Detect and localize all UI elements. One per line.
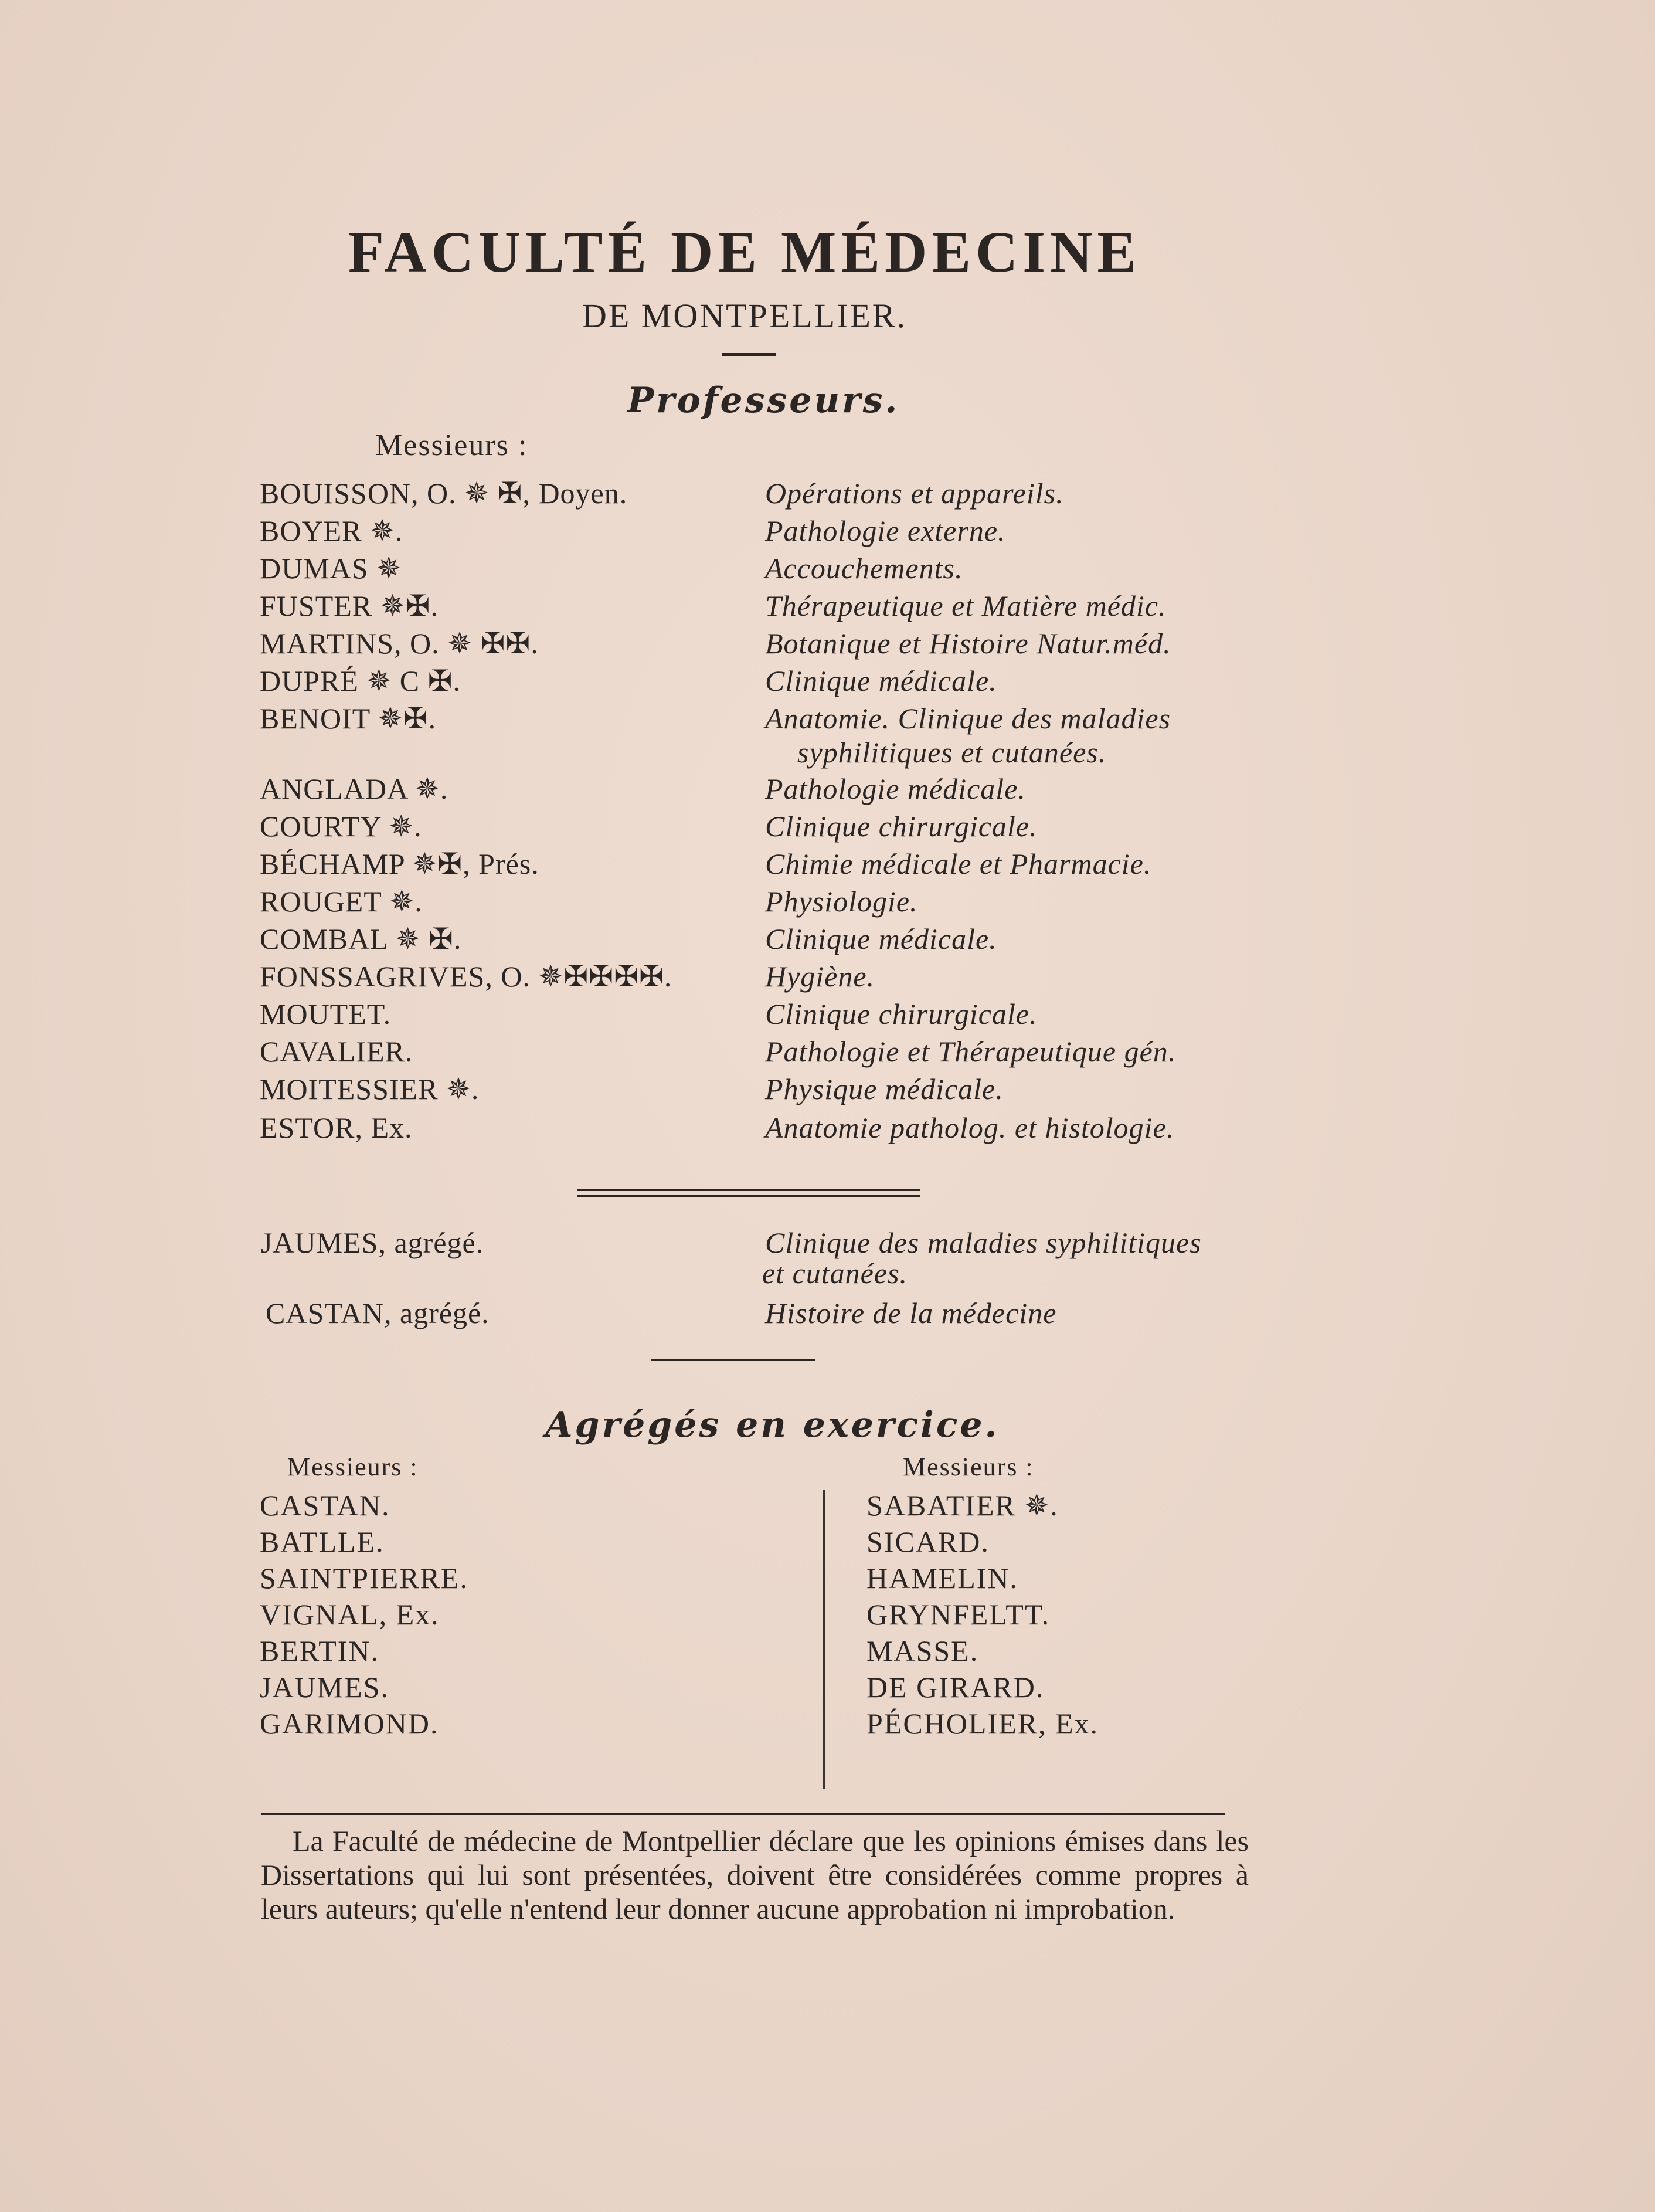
professeur-name: CAVALIER.	[260, 1035, 413, 1068]
professeur-name: COMBAL ✵ ✠.	[260, 922, 462, 955]
professeur-name: BOYER ✵.	[260, 514, 403, 547]
professeur-name: ESTOR, Ex.	[260, 1111, 413, 1144]
professeur-name: FONSSAGRIVES, O. ✵✠✠✠✠.	[260, 960, 672, 993]
professeur-name: FUSTER ✵✠.	[260, 589, 439, 622]
agreges-heading: Agrégés en exercice.	[545, 1404, 1000, 1446]
professeur-name: BÉCHAMP ✵✠, Prés.	[260, 847, 539, 880]
professeur-name: BENOIT ✵✠.	[260, 702, 437, 735]
double-rule-top	[577, 1189, 920, 1191]
professeur-subject: Accouchements.	[765, 552, 963, 585]
professeur-subject: Pathologie externe.	[765, 514, 1006, 547]
charge-name: JAUMES, agrégé.	[261, 1226, 484, 1259]
professeur-subject: Clinique médicale.	[765, 922, 997, 955]
professeur-subject: Chimie médicale et Pharmacie.	[765, 847, 1152, 880]
professeur-subject: Botanique et Histoire Natur.méd.	[765, 627, 1171, 660]
professeurs-heading: Professeurs.	[627, 380, 900, 421]
professeur-subject-cont: syphilitiques et cutanées.	[797, 736, 1107, 769]
agrege-left-item: VIGNAL, Ex.	[260, 1598, 440, 1631]
agreges-right-label: Messieurs :	[903, 1453, 1034, 1481]
charge-name: CASTAN, agrégé.	[266, 1297, 490, 1329]
agrege-left-item: JAUMES.	[260, 1671, 389, 1704]
agrege-right-item: GRYNFELTT.	[866, 1598, 1051, 1631]
agrege-left-item: BATLLE.	[260, 1525, 385, 1558]
professeur-name: ROUGET ✵.	[260, 885, 423, 918]
charge-subject-cont: et cutanées.	[762, 1257, 908, 1290]
professeur-name: ANGLADA ✵.	[260, 772, 448, 805]
agrege-left-item: CASTAN.	[260, 1489, 390, 1522]
professeur-name: DUPRÉ ✵ C ✠.	[260, 664, 461, 697]
professeur-name: BOUISSON, O. ✵ ✠, Doyen.	[260, 477, 628, 510]
column-separator	[823, 1490, 825, 1789]
agrege-left-item: GARIMOND.	[260, 1707, 439, 1740]
professeur-subject: Pathologie médicale.	[765, 772, 1026, 805]
professeur-subject: Clinique chirurgicale.	[765, 810, 1038, 843]
footer-declaration	[261, 1824, 1249, 1926]
professeur-subject: Clinique chirurgicale.	[765, 998, 1038, 1030]
page-subtitle: DE MONTPELLIER.	[582, 297, 908, 335]
agrege-left-item: BERTIN.	[260, 1634, 380, 1667]
charge-subject: Histoire de la médecine	[765, 1297, 1057, 1329]
page-title: FACULTÉ DE MÉDECINE	[348, 219, 1141, 284]
professeur-subject: Anatomie patholog. et histologie.	[765, 1111, 1175, 1144]
agrege-right-item: SICARD.	[866, 1525, 990, 1558]
professeur-subject: Physique médicale.	[765, 1073, 1004, 1105]
professeur-subject: Pathologie et Thérapeutique gén.	[765, 1035, 1177, 1068]
professeur-subject: Hygiène.	[765, 960, 875, 993]
agreges-left-label: Messieurs :	[287, 1453, 419, 1481]
professeur-name: MARTINS, O. ✵ ✠✠.	[260, 627, 539, 660]
professeur-subject: Clinique médicale.	[765, 664, 997, 697]
professeur-name: MOUTET.	[260, 998, 392, 1030]
professeurs-messieurs-label: Messieurs :	[375, 429, 528, 462]
professeur-name: COURTY ✵.	[260, 810, 422, 843]
professeur-name: MOITESSIER ✵.	[260, 1073, 480, 1105]
footer-text: La Faculté de médecine de Montpellier déclare que les opinions émises dans les Dissertations qui lui sont présentées, doivent être considérées comme propres à leurs auteurs; qu'elle n'entend leur donner aucune approbation ni improbation.	[261, 1824, 1249, 1925]
charge-subject: Clinique des maladies syphilitiques	[765, 1226, 1202, 1259]
footer-rule	[261, 1813, 1225, 1815]
agrege-right-item: MASSE.	[866, 1634, 979, 1667]
professeur-subject: Anatomie. Clinique des maladies	[765, 702, 1171, 735]
agrege-left-item: SAINTPIERRE.	[260, 1562, 468, 1594]
professeur-subject: Thérapeutique et Matière médic.	[765, 589, 1167, 622]
agrege-right-item: PÉCHOLIER, Ex.	[866, 1707, 1099, 1740]
professeur-name: DUMAS ✵	[260, 552, 402, 585]
section-divider	[651, 1359, 815, 1361]
agrege-right-item: SABATIER ✵.	[866, 1489, 1059, 1522]
professeur-subject: Opérations et appareils.	[765, 477, 1064, 510]
agrege-right-item: HAMELIN.	[866, 1562, 1019, 1594]
professeur-subject: Physiologie.	[765, 885, 918, 918]
double-rule-bottom	[577, 1195, 920, 1197]
title-divider	[722, 353, 776, 356]
agrege-right-item: DE GIRARD.	[866, 1671, 1045, 1704]
